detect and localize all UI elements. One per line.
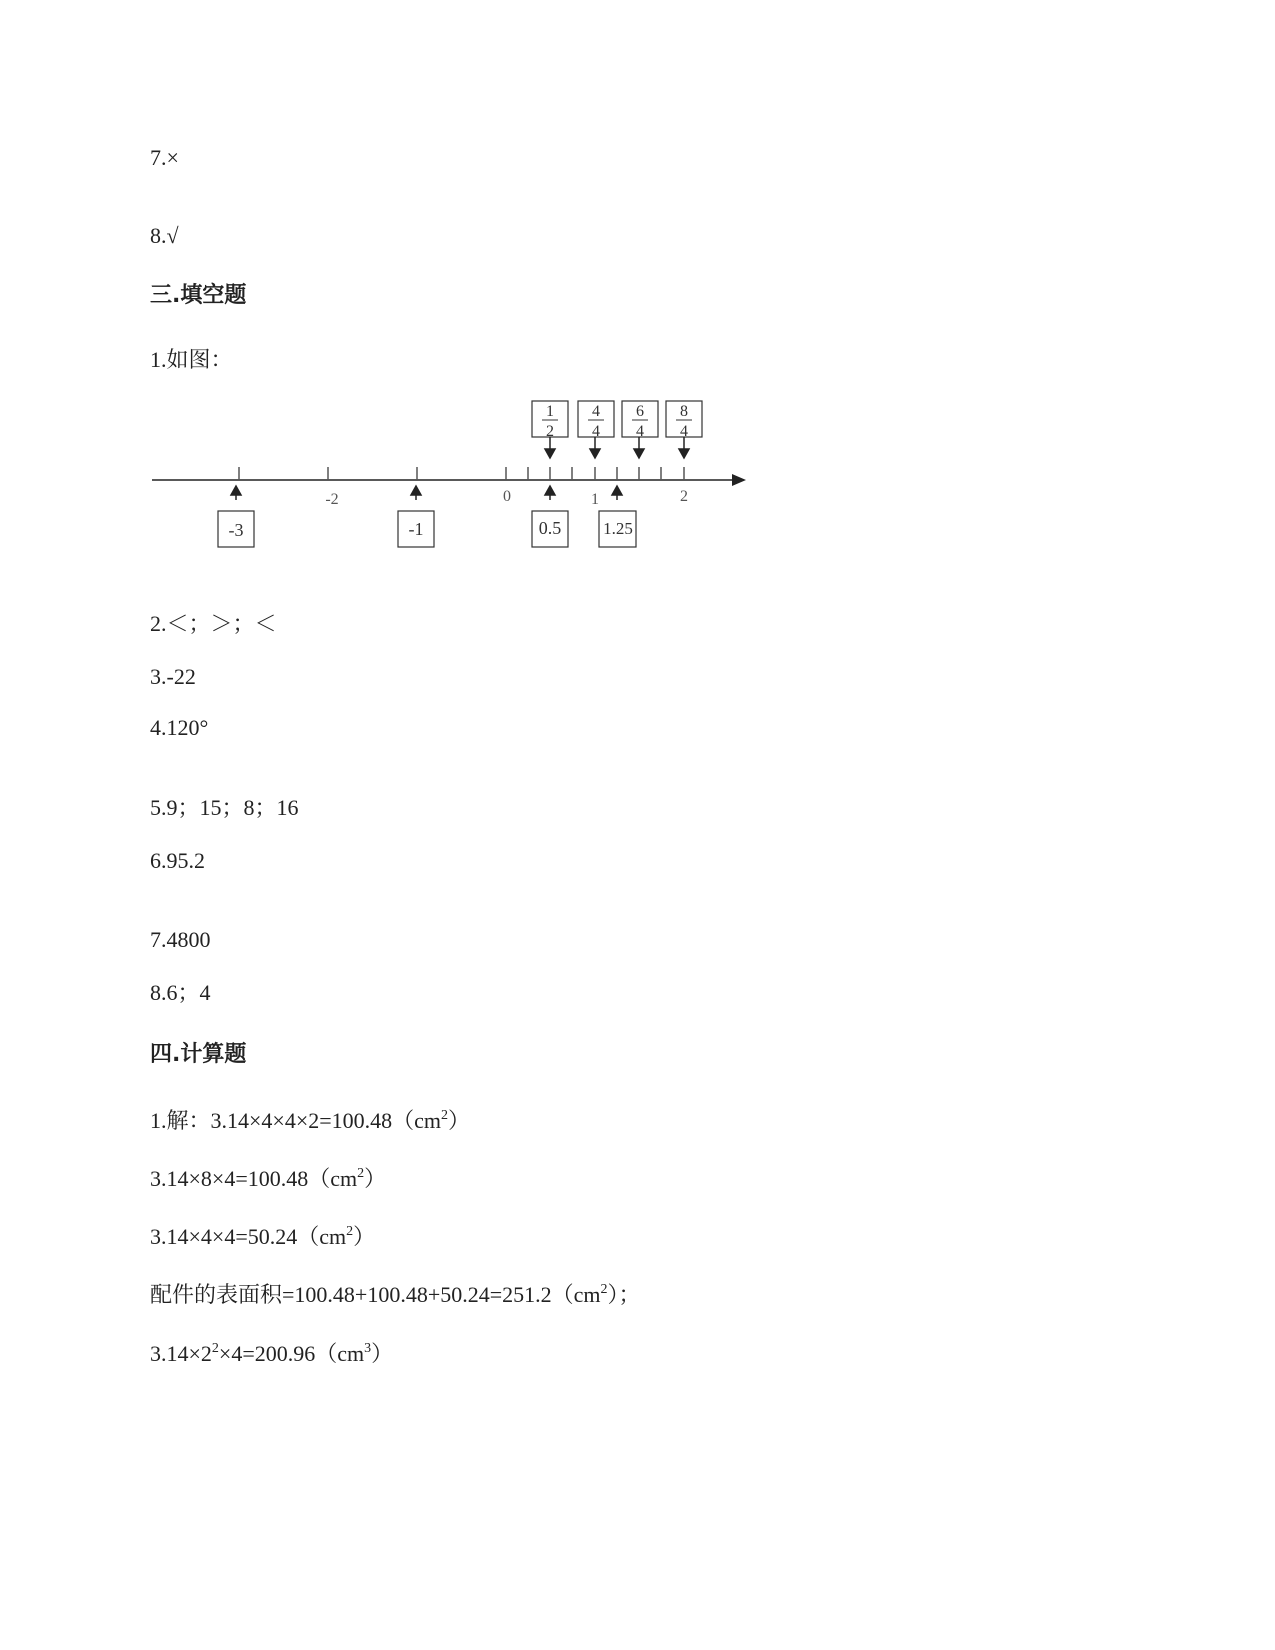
answer-mark: √: [166, 223, 179, 248]
calc-exponent: 2: [357, 1166, 365, 1181]
answer-mark: ×: [166, 145, 179, 170]
calc-text: 配件的表面积=100.48+100.48+50.24=251.2（cm: [150, 1282, 601, 1307]
axis-label-1: 1: [591, 491, 599, 508]
box-label: -3: [228, 520, 244, 540]
down-arrow-head-icon: [590, 449, 600, 458]
up-arrow-head-icon: [545, 486, 555, 495]
answer-line: 2.＜；＞；＜: [150, 611, 277, 636]
calc-text-end: ）: [371, 1341, 394, 1366]
calc-exponent: 2: [346, 1224, 354, 1239]
answer-num: 8.: [150, 223, 167, 248]
axis-arrow-icon: [732, 474, 746, 486]
answer-line: 3.-22: [150, 664, 196, 689]
calc-line: [150, 1223, 375, 1251]
fraction-denominator: 4: [636, 423, 644, 440]
axis-label-neg2: -2: [325, 491, 339, 508]
fraction-numerator: 1: [546, 403, 554, 420]
calc-exponent: 3: [364, 1341, 372, 1356]
calc-line: [150, 1107, 470, 1135]
box-label: 0.5: [538, 518, 562, 538]
box-label: 1.25: [603, 519, 633, 538]
calc-line: [150, 1340, 393, 1368]
down-arrow-head-icon: [634, 449, 644, 458]
fraction-numerator: 4: [592, 403, 600, 420]
up-arrow-head-icon: [231, 486, 241, 495]
fraction-denominator: 4: [592, 423, 600, 440]
up-arrow-head-icon: [411, 486, 421, 495]
calc-text: 1.解：3.14×4×4×2=100.48（cm: [150, 1108, 442, 1133]
axis-label-0: 0: [503, 488, 511, 505]
calc-text: 3.14×2: [150, 1341, 212, 1366]
calc-exponent: 2: [441, 1108, 449, 1123]
question-1-label: 1.如图：: [150, 347, 233, 372]
calc-text-end: ）；: [607, 1282, 641, 1307]
answer-line: 7.4800: [150, 927, 211, 952]
answer-num: 7.: [150, 145, 167, 170]
number-line-figure: [150, 403, 770, 575]
answer-line: 6.95.2: [150, 848, 205, 873]
calc-exponent: 2: [211, 1341, 219, 1356]
calc-text: ×4=200.96（cm: [218, 1341, 365, 1366]
fraction-numerator: 8: [680, 403, 688, 420]
calc-text-end: ）: [364, 1166, 387, 1191]
calc-line: [150, 1281, 641, 1309]
section-title: 三.填空题: [150, 283, 247, 308]
section-title: 四.计算题: [150, 1042, 247, 1067]
calc-line: [150, 1165, 386, 1193]
fraction-numerator: 6: [636, 403, 644, 420]
calc-text-end: ）: [353, 1224, 376, 1249]
box-label: -1: [408, 519, 424, 539]
answer-line: 8.6；4: [150, 980, 211, 1005]
axis-label-2: 2: [680, 488, 688, 505]
down-arrow-head-icon: [545, 449, 555, 458]
fraction-denominator: 2: [546, 423, 554, 440]
up-arrow-head-icon: [612, 486, 622, 495]
calc-text-end: ）: [448, 1108, 471, 1133]
calc-text: 3.14×8×4=100.48（cm: [150, 1166, 358, 1191]
calc-text: 3.14×4×4=50.24（cm: [150, 1224, 347, 1249]
down-arrow-head-icon: [679, 449, 689, 458]
answer-7: [150, 144, 179, 172]
calc-exponent: 2: [600, 1282, 608, 1297]
answer-8: [150, 222, 179, 250]
answer-line: 4.120°: [150, 715, 209, 740]
fraction-denominator: 4: [680, 423, 688, 440]
answer-line: 5.9；15；8；16: [150, 795, 299, 820]
